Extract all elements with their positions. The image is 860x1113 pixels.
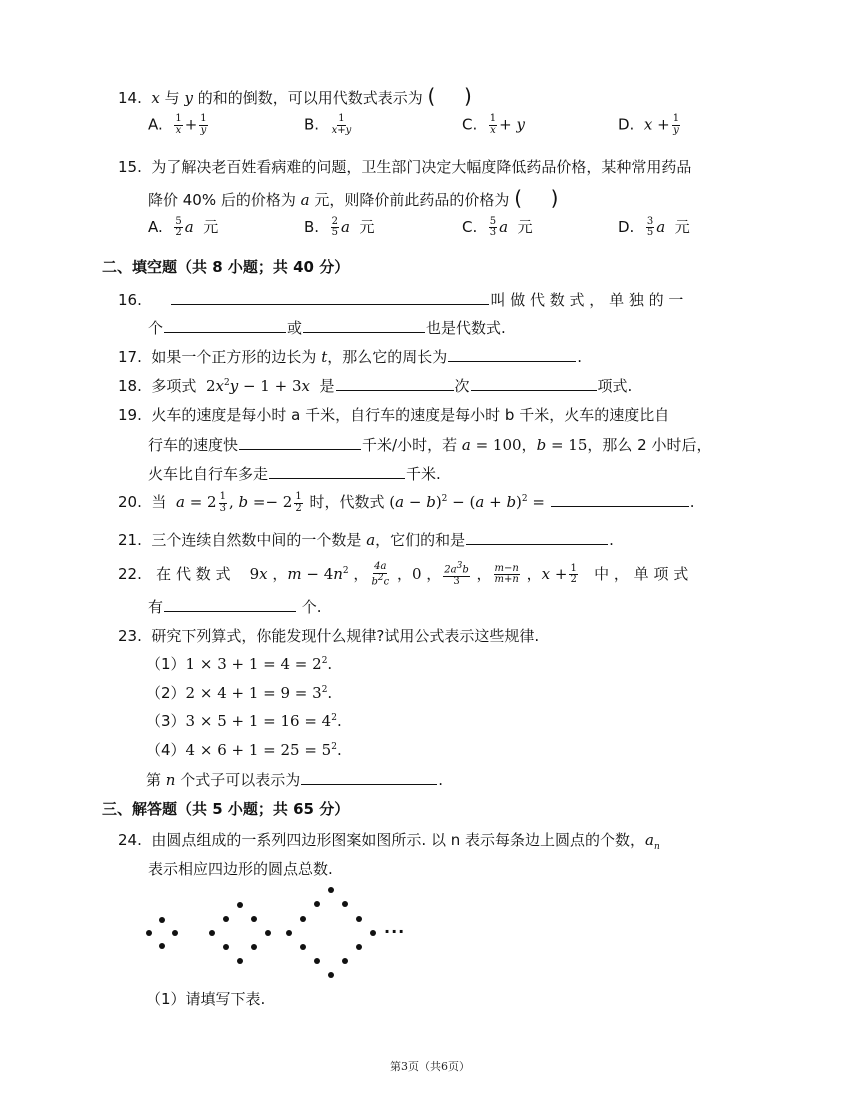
q18-blank-1[interactable] [336, 376, 454, 391]
dot [146, 930, 152, 936]
q17-blank[interactable] [448, 347, 576, 362]
q24-line2: 表示相应四边形的圆点总数. [148, 860, 333, 878]
dot [314, 958, 320, 964]
q16-blank-3[interactable] [303, 318, 425, 333]
dot [314, 901, 320, 907]
q20: 20. 当 a = 2 $\frac{1}{3}$ , b =− 2 $\frac{1}{2}$ 时，代数式 $(a - b)^2 - (a + b)^2$ = . [118, 491, 695, 514]
q15-stem-line1: 15. 为了解决老百姓看病难的问题，卫生部门决定大幅度降低药品价格，某种常用药品 [118, 158, 692, 176]
q15-stem-line2: 降价 40% 后的价格为 a 元，则降价前此药品的价格为 ( ) [148, 186, 559, 210]
dot [370, 930, 376, 936]
q22-line1: 22. 在 代 数 式 9x ，$m - 4n^2$ ， $\frac{4a}{b^2c}$ ，0 ， $\frac{2a^3b}{3}$ ， $\frac{m-n}{m+n}$ ，x + $\frac{1}{2}$ 中 ， 单 项 式 [118, 561, 689, 587]
q21-blank[interactable] [466, 530, 608, 545]
dot [286, 930, 292, 936]
q15-option-b[interactable]: B. $\frac{2}{5}$ a 元 [304, 215, 375, 238]
dot [237, 902, 243, 908]
dot [159, 917, 165, 923]
dot [251, 944, 257, 950]
dot [300, 916, 306, 922]
q22-blank[interactable] [164, 597, 296, 612]
q16-blank-2[interactable] [164, 318, 286, 333]
dot [209, 930, 215, 936]
q14-option-d[interactable]: D. x + $\frac{1}{y}$ [618, 113, 680, 136]
q19-line3: 火车比自行车多走 千米. [148, 465, 441, 483]
q14-option-c[interactable]: C. $\frac{1}{x}$ + y [462, 113, 526, 136]
q19-blank-1[interactable] [239, 435, 361, 450]
dot [172, 930, 178, 936]
dot [265, 930, 271, 936]
dot [223, 944, 229, 950]
q23-blank[interactable] [301, 770, 437, 785]
dot [356, 916, 362, 922]
q14-stem: 14. x 与 y 的和的倒数，可以用代数式表示为 ( ) [118, 84, 472, 108]
q17: 17. 如果一个正方形的边长为 t，那么它的周长为 . [118, 348, 583, 366]
dot [356, 944, 362, 950]
dot [251, 916, 257, 922]
q24-line1: 24. 由圆点组成的一系列四边形图案如图所示. 以 n 表示每条边上圆点的个数，$a_n$ [118, 831, 660, 852]
dot [159, 943, 165, 949]
dot [342, 901, 348, 907]
q23-row-2: $(2)2 \times 4 + 1 = 9 = 3^2$. [146, 684, 333, 702]
q14-option-b[interactable]: B. $\frac{1}{x+y}$ [304, 113, 352, 136]
q23-row-1: $(1)1 \times 3 + 1 = 4 = 2^2$. [146, 655, 333, 673]
section-2-title: 二、填空题（共 8 小题；共 40 分） [102, 258, 350, 276]
q16-line1: 16. 叫 做 代 数 式 ， 单 独 的 一 [118, 291, 684, 309]
q21: 21. 三个连续自然数中间的一个数是 a，它们的和是 . [118, 531, 614, 549]
dot [342, 958, 348, 964]
dot [300, 944, 306, 950]
q18: 18. 多项式 $2x^2y - 1 + 3x$ 是 次 项式. [118, 377, 633, 395]
q15-option-c[interactable]: C. $\frac{5}{3}$ a 元 [462, 215, 533, 238]
q23-stem: 23. 研究下列算式，你能发现什么规律?试用公式表示这些规律. [118, 627, 540, 645]
q23-row-4: $(4)4 \times 6 + 1 = 25 = 5^2$. [146, 741, 342, 759]
q19-line1: 19. 火车的速度是每小时 a 千米，自行车的速度是每小时 b 千米，火车的速度比自 [118, 406, 670, 424]
dot [328, 972, 334, 978]
page-footer: 第3页（共6页） [390, 1060, 470, 1073]
section-3-title: 三、解答题（共 5 小题；共 65 分） [102, 800, 350, 818]
q23-last: 第 n 个式子可以表示为 . [146, 771, 444, 789]
q20-blank[interactable] [551, 492, 689, 507]
q23-row-3: $(3)3 \times 5 + 1 = 16 = 4^2$. [146, 712, 342, 730]
dot [328, 887, 334, 893]
q16-line2: 个 或 也是代数式. [148, 319, 506, 337]
q15-option-a[interactable]: A. $\frac{5}{2}$ a 元 [148, 215, 219, 238]
dot [237, 958, 243, 964]
q14-option-a[interactable]: A. $\frac{1}{x}$ + $\frac{1}{y}$ [148, 113, 207, 136]
q19-line2: 行车的速度快 千米/小时，若 a = 100，b = 15，那么 2 小时后， [148, 436, 712, 454]
q16-blank-1[interactable] [171, 290, 489, 305]
dot-pattern-ellipsis: ··· [384, 922, 406, 941]
q15-option-d[interactable]: D. $\frac{3}{5}$ a 元 [618, 215, 690, 238]
q22-line2: 有 个. [148, 598, 322, 616]
q19-blank-2[interactable] [269, 464, 405, 479]
dot [223, 916, 229, 922]
q24-sub1: （1）请填写下表. [146, 990, 266, 1008]
q18-blank-2[interactable] [471, 376, 597, 391]
